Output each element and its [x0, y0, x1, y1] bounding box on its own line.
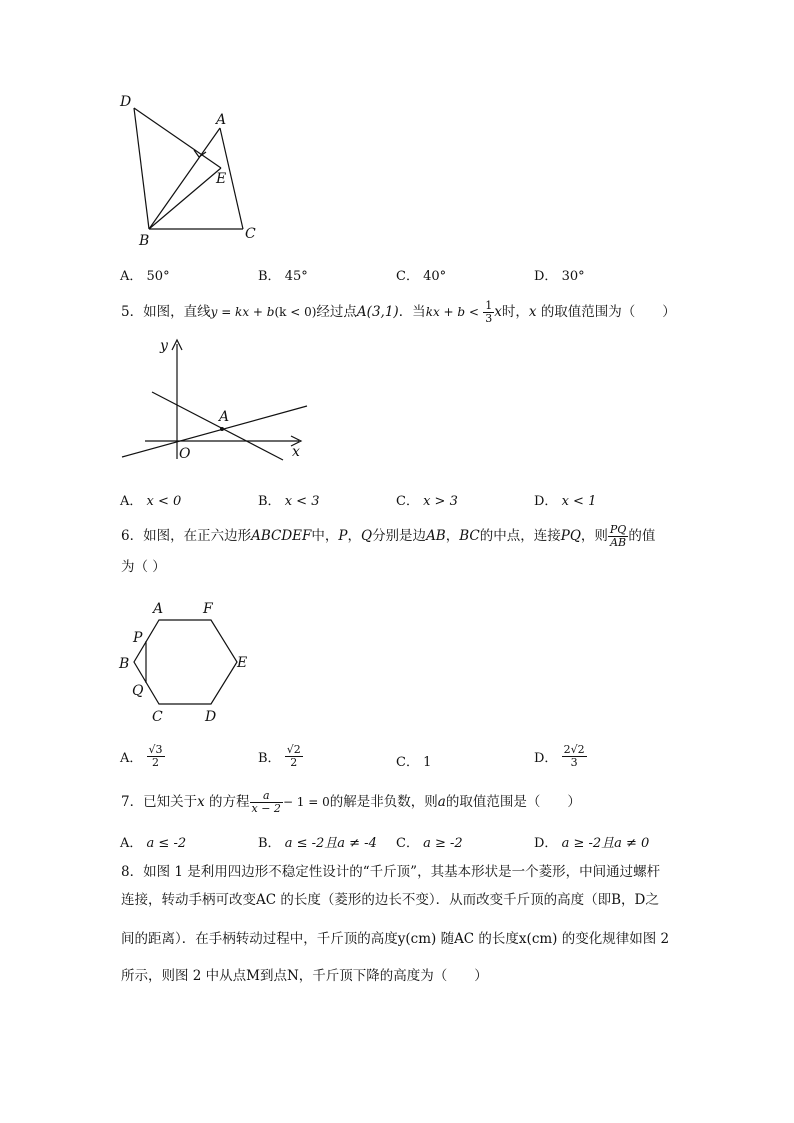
q4-figure [112, 88, 272, 248]
q8-line-1: 8．如图 1 是利用四边形不稳定性设计的“千斤顶”，其基本形状是一个菱形，中间通过螺杆 [121, 864, 661, 880]
label-x: x [292, 444, 300, 460]
q6-option-a[interactable]: A． $\frac{√3}{2}$ [120, 743, 163, 769]
q7-fraction: $\frac{a}{x - 2}$ [251, 789, 281, 815]
q6-stem-line2: 为（ ） [121, 559, 166, 575]
q7-stem: 7．已知关于x 的方程 $\frac{a}{x - 2}$ − 1 = 0的解是非负数，则a的取值范围是（ ） [121, 789, 581, 815]
q7-option-b[interactable]: B． a ≤ -2且a ≠ -4 [258, 836, 377, 851]
label-A: A [216, 112, 227, 128]
label-A-q6: A [153, 601, 164, 617]
q7-option-d[interactable]: D． a ≥ -2且a ≠ 0 [534, 836, 650, 851]
q6-figure [114, 598, 254, 726]
q6-option-d[interactable]: D． $\frac{2√2}{3}$ [534, 743, 585, 769]
q7-option-a[interactable]: A． a ≤ -2 [120, 836, 187, 851]
q8-line-4: 所示，则图 2 中从点M到点N，千斤顶下降的高度为（ ） [121, 968, 488, 984]
label-D-q6: D [205, 709, 217, 725]
q5-option-a[interactable]: A． x < 0 [120, 494, 182, 509]
label-Q: Q [132, 683, 144, 699]
label-A-q5: A [219, 409, 230, 425]
q5-fraction: $\frac{1}{3}$ [485, 299, 493, 325]
q5-option-c[interactable]: C． x > 3 [396, 494, 458, 509]
q5-option-b[interactable]: B． x < 3 [258, 494, 320, 509]
label-E-q6: E [237, 655, 248, 671]
q7-option-c[interactable]: C． a ≥ -2 [396, 836, 463, 851]
q6-option-c[interactable]: C． 1 [396, 755, 432, 770]
label-B: B [139, 233, 150, 248]
label-y: y [160, 338, 168, 354]
q4-option-a[interactable]: A． 50° [120, 269, 170, 284]
q4-option-d[interactable]: D． 30° [534, 269, 585, 284]
q5-stem: 5．如图，直线y = kx + b(k < 0)经过点A(3,1)．当kx + b < $\frac{1}{3}$ x时，x 的取值范围为（ ） [121, 299, 676, 325]
label-C: C [245, 226, 256, 242]
q4-option-b[interactable]: B． 45° [258, 269, 308, 284]
q4-option-c[interactable]: C． 40° [396, 269, 447, 284]
q5-figure [115, 334, 315, 464]
label-E: E [216, 171, 227, 187]
label-O: O [179, 446, 191, 462]
q8-line-3: 间的距离）．在手柄转动过程中，千斤顶的高度y(cm) 随AC 的长度x(cm) 的变化规律如图 2 [121, 931, 670, 947]
q6-option-b[interactable]: B． $\frac{√2}{2}$ [258, 743, 301, 769]
label-D: D [120, 94, 132, 110]
q8-line-2: 连接，转动手柄可改变AC 的长度（菱形的边长不变）．从而改变千斤顶的高度（即B，D之 [121, 892, 659, 908]
q6-stem: 6．如图，在正六边形ABCDEF中，P，Q分别是边AB，BC的中点，连接PQ，则 $\frac{PQ}{AB}$ 的值 [121, 523, 656, 549]
q5-option-d[interactable]: D． x < 1 [534, 494, 597, 509]
label-F: F [203, 601, 213, 617]
label-P: P [133, 630, 143, 646]
q6-fraction: $\frac{PQ}{AB}$ [609, 523, 627, 549]
label-C-q6: C [152, 709, 163, 725]
label-B-q6: B [119, 656, 130, 672]
